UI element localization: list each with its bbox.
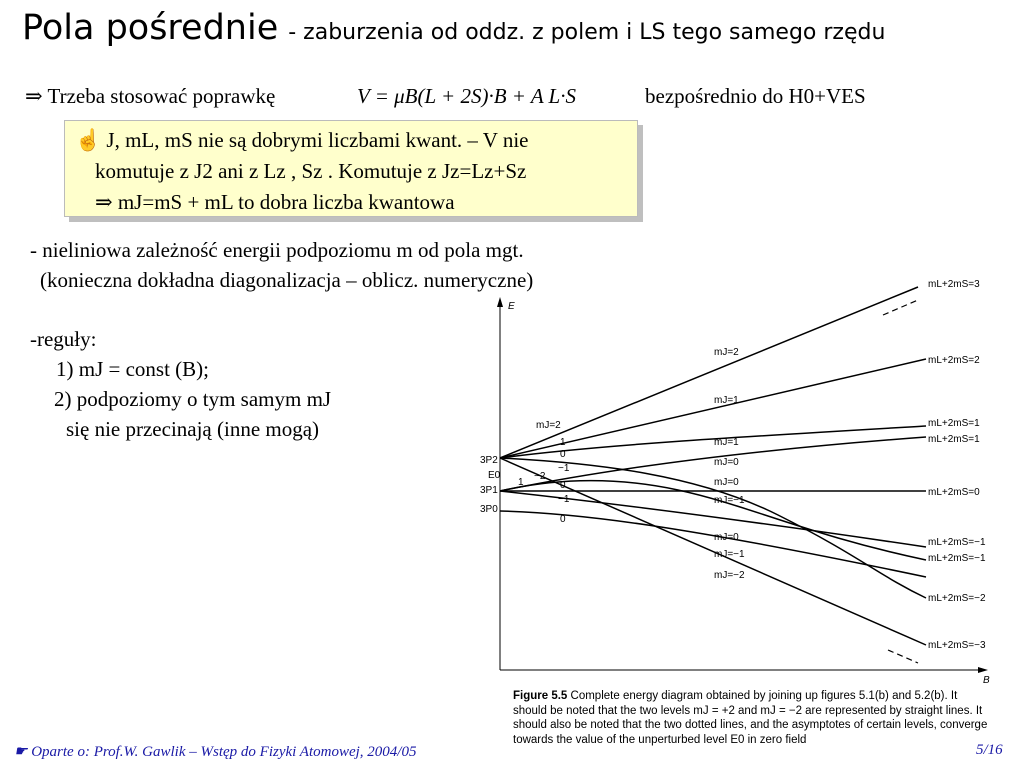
right-label: mL+2mS=0 xyxy=(928,487,980,498)
nonlinear-line-2: (konieczna dokładna diagonalizacja – oblicz. numeryczne) xyxy=(40,268,534,292)
mj-label: mJ=−1 xyxy=(714,495,745,506)
right-label: mL+2mS=−2 xyxy=(928,593,986,604)
mj-label: mJ=0 xyxy=(714,532,739,543)
x-axis-arrow xyxy=(978,667,988,673)
intro-text: Trzeba stosować poprawkę xyxy=(47,84,276,108)
left-label: 0 xyxy=(560,480,566,491)
footer-hand-icon: ☛ xyxy=(14,744,28,760)
slide-title xyxy=(22,8,885,48)
nonlinear-line-1: - nieliniowa zależność energii podpoziomu m od pola mgt. xyxy=(30,238,524,262)
level-line xyxy=(500,287,918,458)
right-label: mL+2mS=3 xyxy=(928,279,980,290)
note-line-1-text: J, mL, mS nie są dobrymi liczbami kwant. – V nie xyxy=(106,128,529,152)
right-label: mL+2mS=2 xyxy=(928,355,980,366)
left-label: −2 xyxy=(534,471,546,482)
rule-3: się nie przecinają (inne mogą) xyxy=(66,417,320,441)
caption-label: Figure 5.5 xyxy=(513,690,568,702)
left-label: 0 xyxy=(560,449,566,460)
left-label: 1 xyxy=(518,477,524,488)
axis-x-label: B xyxy=(983,675,990,685)
left-label: −1 xyxy=(558,494,570,505)
mj-label: mJ=2 xyxy=(714,347,739,358)
level-label: E0 xyxy=(488,470,501,481)
rules-heading: -reguły: xyxy=(30,327,97,351)
right-label: mL+2mS=−3 xyxy=(928,640,986,651)
caption-text: Complete energy diagram obtained by joining up figures 5.1(b) and 5.2(b). It should be noted that the two levels mJ = +2 and mJ = −2 are represented by straight lines. It should also be noted that the two dotted lines, and the asymptotes of certain levels, converge towards the value of the unperturbed level E0 in zero field xyxy=(513,690,988,746)
rule-1: 1) mJ = const (B); xyxy=(56,357,209,381)
mj-label: mJ=1 xyxy=(714,437,739,448)
level-label: 3P2 xyxy=(480,455,498,466)
footer-text: Oparte o: Prof.W. Gawlik – Wstęp do Fizyki Atomowej, 2004/05 xyxy=(31,744,417,760)
left-label: −1 xyxy=(558,463,570,474)
pointing-hand-icon: ☝ xyxy=(75,128,102,152)
rule-2: 2) podpoziomy o tym samym mJ xyxy=(54,387,332,411)
right-label: mL+2mS=−1 xyxy=(928,537,986,548)
right-label: mL+2mS=−1 xyxy=(928,553,986,564)
note-line-1 xyxy=(75,125,629,156)
note-box xyxy=(64,120,638,217)
energy-diagram xyxy=(478,275,1018,685)
figure-caption xyxy=(513,689,993,747)
perturbation-formula: V = μB(L + 2S)·B + A L·S xyxy=(357,84,576,108)
intro-directly: bezpośrednio do H0+VES xyxy=(645,84,866,108)
right-label: mL+2mS=1 xyxy=(928,434,980,445)
mj-label: mJ=0 xyxy=(714,457,739,468)
level-label: 3P0 xyxy=(480,504,498,515)
y-axis-arrow xyxy=(497,297,503,307)
note-line-3: ⇒ mJ=mS + mL to dobra liczba kwantowa xyxy=(95,190,455,214)
left-label: 0 xyxy=(560,514,566,525)
right-label: mL+2mS=1 xyxy=(928,418,980,429)
footer-source xyxy=(14,742,416,761)
mj-label: mJ=0 xyxy=(714,477,739,488)
mj-label: mJ=−1 xyxy=(714,549,745,560)
title-sub: - zaburzenia od oddz. z polem i LS tego samego rzędu xyxy=(288,20,886,45)
left-label: 1 xyxy=(560,437,566,448)
left-label: mJ=2 xyxy=(536,420,561,431)
level-label: 3P1 xyxy=(480,485,498,496)
intro-line xyxy=(25,84,275,109)
dashed-asymptote xyxy=(888,650,918,663)
title-main: Pola pośrednie xyxy=(22,8,279,48)
arrow-icon: ⇒ xyxy=(25,84,43,108)
page-number: 5/16 xyxy=(976,742,1003,758)
mj-label: mJ=1 xyxy=(714,395,739,406)
mj-label: mJ=−2 xyxy=(714,570,745,581)
note-line-2: komutuje z J2 ani z Lz , Sz . Komutuje z Jz=Lz+Sz xyxy=(95,159,527,183)
axis-y-label: E xyxy=(508,301,515,312)
dashed-asymptote xyxy=(883,300,918,315)
